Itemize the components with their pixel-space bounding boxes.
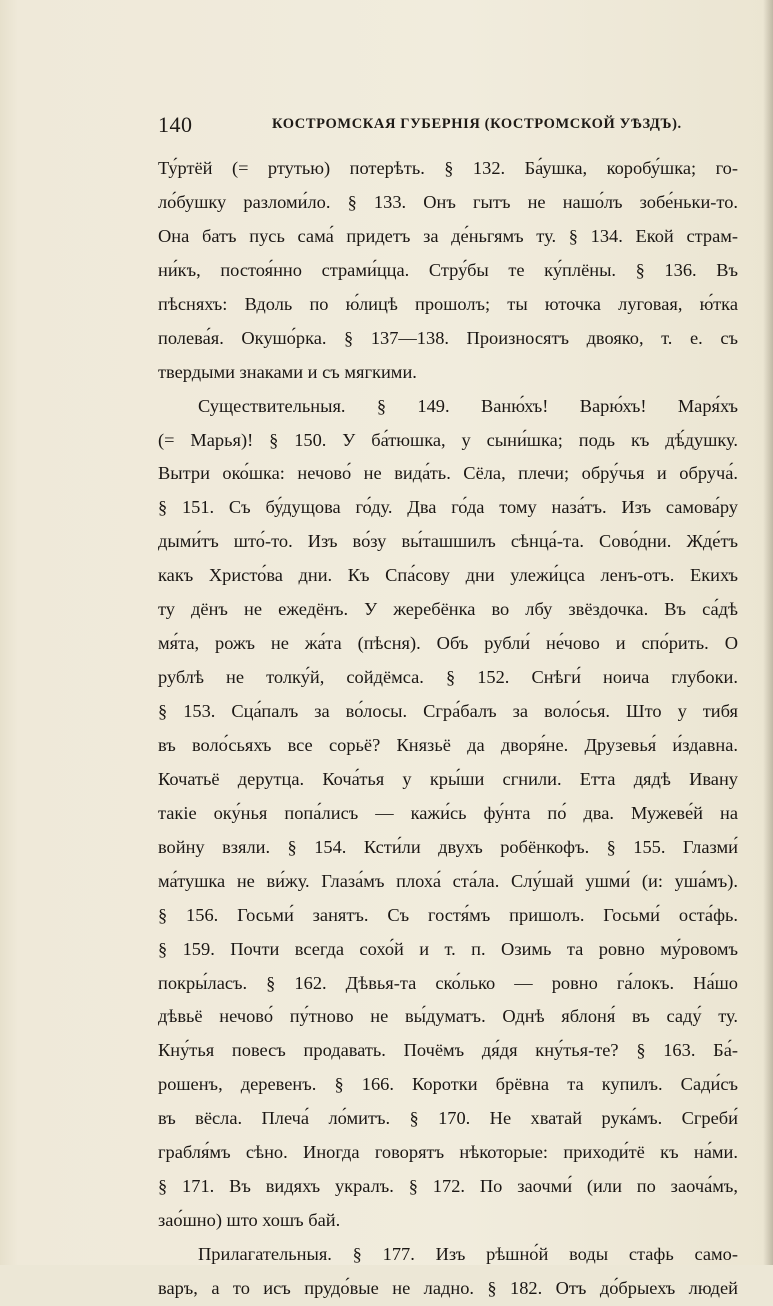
text-line: зао́шно) што хошъ бай.: [158, 1210, 341, 1231]
text-line: пѣсняхъ: Вдоль по ю́лицѣ прошолъ; ты юточка луговая, ю́тка: [158, 293, 738, 314]
text-line: варъ, а то исъ прудо́вые не ладно. § 182. Отъ до́брыехъ людей: [158, 1277, 738, 1298]
text-line: въ воло́сьяхъ все сорьё? Князьё да дворя́не. Друзевья́ и́здавна.: [158, 734, 738, 755]
text-line: ма́тушка не ви́жу. Глаза́мъ плоха́ ста́ла. Слу́шай ушми́ (и: уша́мъ).: [158, 870, 738, 891]
text-line: рублѣ не толку́й, сойдёмса. § 152. Снѣги́ ноича глубоки.: [158, 667, 738, 688]
text-line: Вытри око́шка: нечово́ не вида́ть. Сёла, плечи; обру́чья и обруча́.: [158, 463, 738, 484]
text-line: ло́бушку разломи́ло. § 133. Онъ гытъ не нашо́лъ зобе́ньки-то.: [158, 191, 738, 212]
text-line: Ту́ртёй (= ртутью) потерѣть. § 132. Ба́ушка, коробу́шка; го-: [158, 158, 738, 178]
text-line: твердыми знаками и съ мягкими.: [158, 361, 417, 382]
text-line: Она батъ пусь сама́ придетъ за де́ньгямъ ту. § 134. Екой страм-: [158, 225, 738, 246]
text-line: § 159. Почти всегда сохо́й и т. п. Озимь та ровно му́ровомъ: [158, 938, 738, 959]
text-line: въ вёсла. Плеча́ ло́митъ. § 170. Не хватай рука́мъ. Сгреби́: [158, 1108, 738, 1129]
page-header: [158, 112, 738, 142]
text-line: § 156. Госьми́ занятъ. Съ гостя́мъ пришолъ. Госьми́ оста́фь.: [158, 904, 738, 925]
text-line: ту дёнъ не ежедёнъ. У жеребёнка во лбу звёздочка. Въ са́дѣ: [158, 599, 738, 620]
text-line: мя́та, рожъ не жа́та (пѣсня). Объ рубли́ не́чово и спо́рить. О: [158, 633, 738, 654]
text-line: дѣвьё нечово́ пу́тново не вы́думатъ. Однѣ яблоня́ въ саду́ ту.: [158, 1006, 738, 1027]
text-line: рошенъ, деревенъ. § 166. Коротки брёвна та купилъ. Сади́съ: [158, 1074, 738, 1095]
text-line: дыми́тъ што́-то. Изъ во́зу вы́ташшилъ сѣнца́-та. Сово́дни. Жде́тъ: [158, 531, 738, 552]
text-line: войну взяли. § 154. Ксти́ли двухъ робёнкофъ. § 155. Глазми́: [158, 836, 738, 857]
text-line: грабля́мъ сѣно. Иногда говорятъ нѣкоторые: приходи́тё къ на́ми.: [158, 1142, 738, 1163]
text-line: Существительныя. § 149. Ваню́хъ! Варю́хъ! Маря́хъ: [198, 395, 738, 416]
running-head: КОСТРОМСКАЯ ГУБЕРНІЯ (КОСТРОМСКОЙ УѢЗДЪ).: [272, 116, 682, 132]
text-line: § 151. Съ бу́дущова го́ду. Два го́да тому наза́тъ. Изъ самова́ру: [158, 497, 738, 518]
text-line: Прилагательныя. § 177. Изъ рѣшно́й воды стафь само-: [198, 1244, 738, 1264]
body-text: [158, 152, 738, 1306]
text-line: какъ Христо́ва дни. Къ Спа́сову дни улежи́цса ленъ-отъ. Екихъ: [158, 565, 738, 586]
text-line: полева́я. Окушо́рка. § 137—138. Произносятъ двояко, т. е. съ: [158, 327, 738, 348]
page-number: 140: [158, 112, 193, 137]
text-line: (= Марья)! § 150. У ба́тюшка, у сыни́шка; подь къ дѣ́душку.: [158, 429, 738, 450]
text-line: Кну́тья повесъ продавать. Почёмъ дя́дя кну́тья-те? § 163. Ба́-: [158, 1040, 738, 1061]
text-line: ни́къ, постоя́нно страми́цца. Стру́бы те ку́плёны. § 136. Въ: [158, 259, 738, 280]
text-line: Кочатьё дерутца. Коча́тья у кры́ши сгнили. Етта дядѣ Ивану: [158, 768, 738, 789]
text-line: такіе оку́нья попа́лисъ — кажи́сь фу́нта по́ два. Мужеве́й на: [158, 802, 738, 823]
text-line: покры́ласъ. § 162. Дѣвья-та ско́лько — ровно га́локъ. На́шо: [158, 972, 738, 993]
page-edge-shadow: [763, 0, 773, 1265]
text-line: § 153. Сца́палъ за во́лосы. Сгра́балъ за воло́сья. Што у тибя: [158, 701, 738, 721]
text-line: § 171. Въ видяхъ укралъ. § 172. По заочми́ (или по заоча́мъ,: [158, 1176, 738, 1197]
